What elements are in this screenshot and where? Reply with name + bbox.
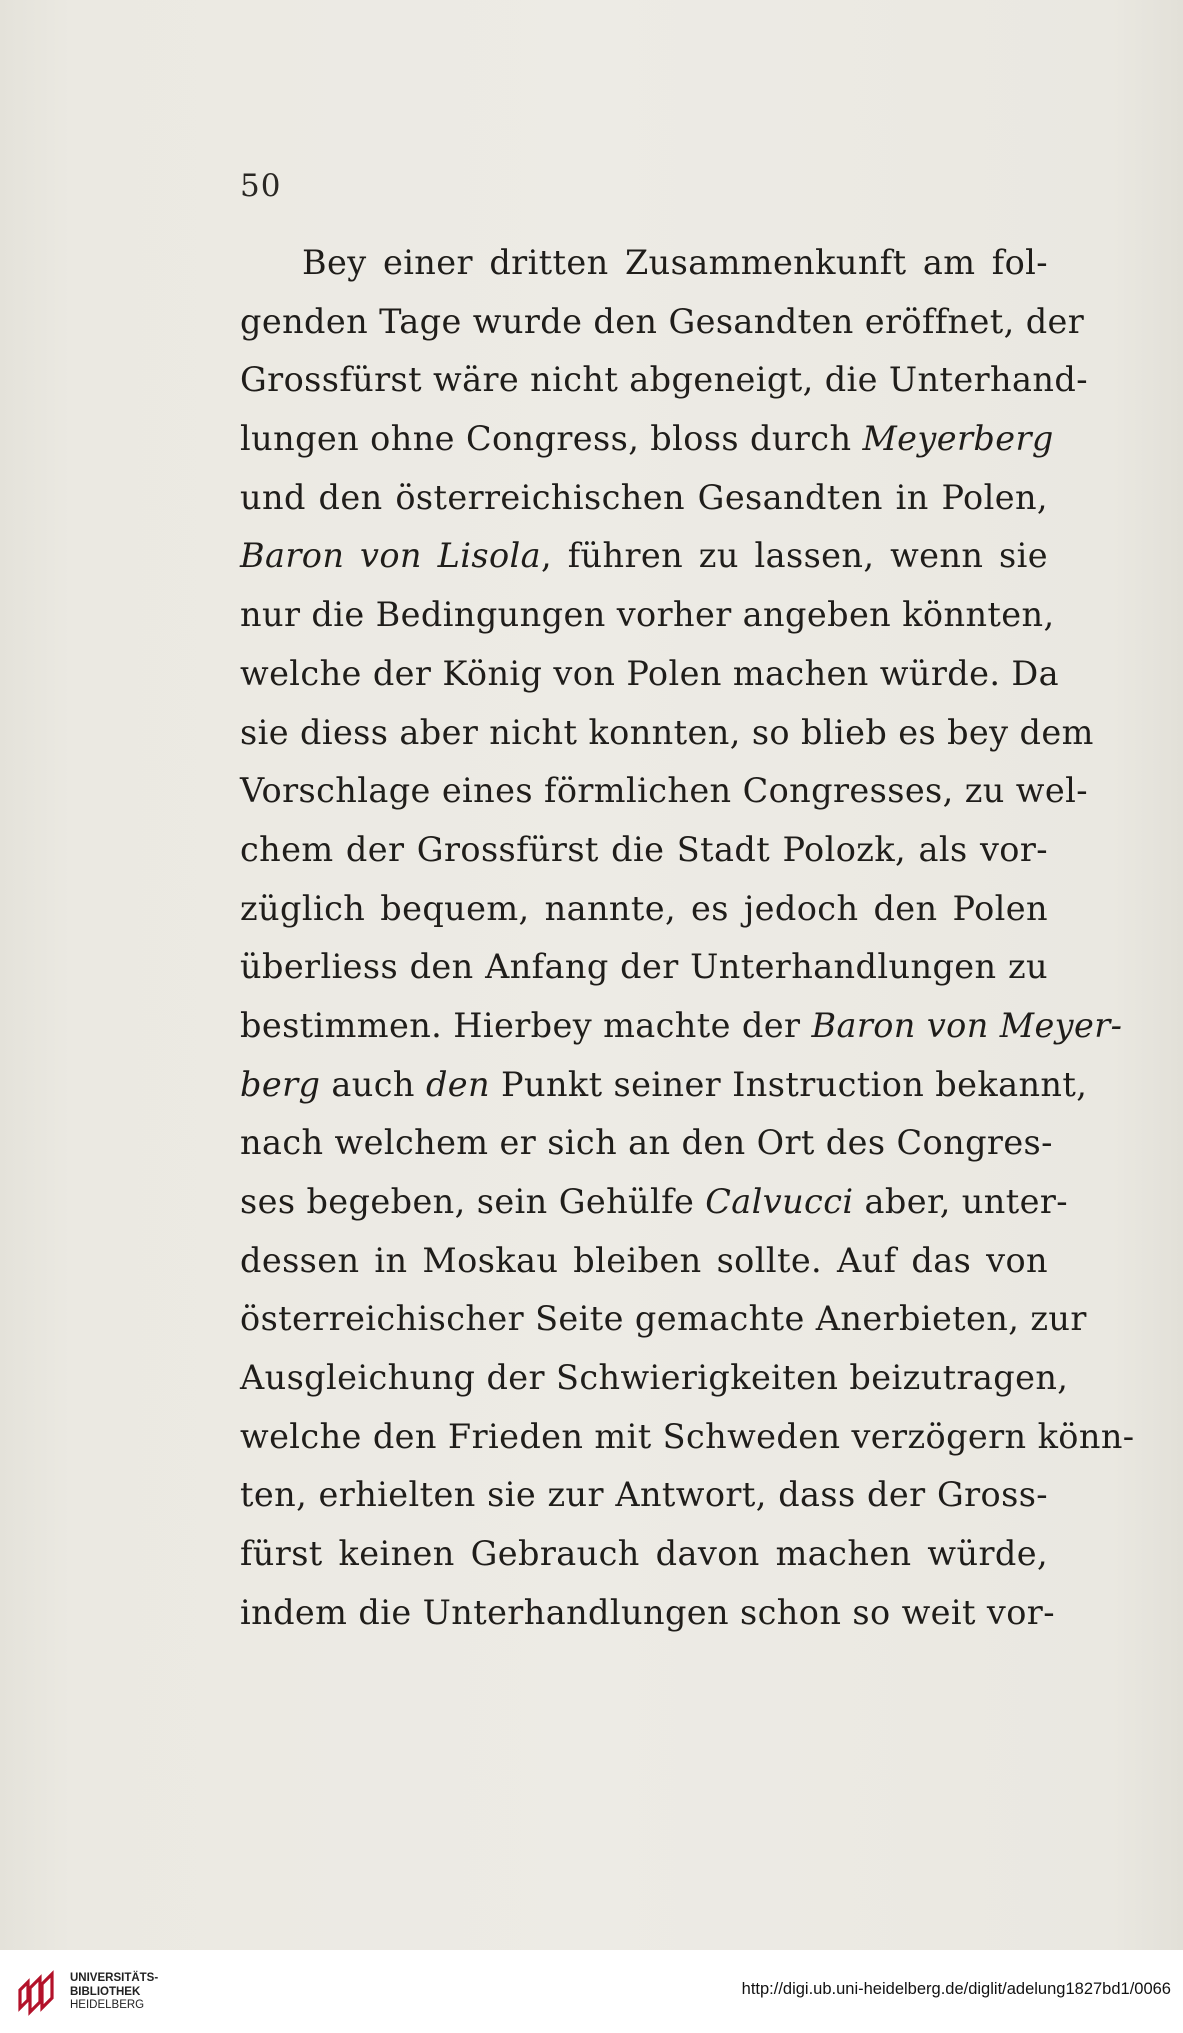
text-segment: , führen zu lassen, wenn sie: [541, 536, 1048, 576]
page-number: 50: [240, 168, 282, 204]
text-line: [240, 1349, 1069, 1408]
text-segment: Grossfürst wäre nicht abgeneigt, die Unterhand-: [240, 360, 1088, 400]
italic-name: berg: [240, 1064, 321, 1104]
text-line: [240, 762, 1088, 821]
text-segment: züglich bequem, nannte, es jedoch den Polen: [240, 888, 1048, 928]
text-segment: welche den Frieden mit Schweden verzögern könn-: [240, 1416, 1135, 1456]
text-line: [240, 1408, 1135, 1467]
text-line: [240, 469, 1048, 528]
library-name-line1: UNIVERSITÄTS-: [70, 1972, 159, 1984]
text-segment: Punkt seiner Instruction bekannt,: [489, 1064, 1088, 1104]
text-line: [240, 1290, 1087, 1349]
text-segment: Vorschlage eines förmlichen Congresses, zu wel-: [240, 771, 1088, 811]
text-segment: auch: [320, 1064, 426, 1104]
text-line: [240, 1056, 1088, 1115]
text-segment: überliess den Anfang der Unterhandlungen zu: [240, 947, 1048, 987]
text-segment: ses begeben, sein Gehülfe: [240, 1182, 706, 1221]
italic-name: Meyerberg: [862, 419, 1054, 459]
source-url-link[interactable]: http://digi.ub.uni-heidelberg.de/diglit/adelung1827bd1/0066: [741, 1980, 1171, 1998]
text-line: [240, 938, 1048, 997]
text-line: [240, 234, 1048, 293]
ub-heidelberg-logo-icon: [14, 1968, 64, 2018]
italic-name: Calvucci: [705, 1182, 854, 1221]
text-line: [240, 351, 1088, 410]
text-segment: aber, unter-: [853, 1182, 1068, 1221]
text-segment: Bey einer dritten Zusammenkunft am fol-: [302, 243, 1048, 282]
text-line: [240, 880, 1048, 939]
text-segment: bestimmen. Hierbey machte der: [240, 1005, 812, 1045]
text-line: [240, 1525, 1048, 1584]
text-segment: lungen ohne Congress, bloss durch: [240, 419, 863, 459]
text-segment: indem die Unterhandlungen schon so weit vor-: [240, 1592, 1055, 1632]
italic-name: Baron von Lisola: [240, 536, 541, 576]
body-text: [240, 234, 1135, 1643]
text-line: [240, 645, 1060, 704]
text-segment: welche der König von Polen machen würde. Da: [240, 653, 1060, 693]
italic-name: Baron von Meyer-: [811, 1005, 1123, 1045]
text-line: [240, 293, 1085, 352]
text-line: [240, 527, 1048, 586]
text-line: [240, 821, 1048, 880]
text-segment: österreichischer Seite gemachte Anerbieten, zur: [240, 1299, 1087, 1339]
text-line: [240, 704, 1094, 763]
text-line: [240, 1114, 1053, 1173]
text-segment: nur die Bedingungen vorher angeben könnten,: [240, 595, 1055, 635]
library-name: [70, 1972, 158, 2013]
text-segment: ten, erhielten sie zur Antwort, dass der Gross-: [240, 1475, 1048, 1515]
text-segment: dessen in Moskau bleiben sollte. Auf das von: [240, 1240, 1048, 1280]
text-line: [240, 997, 1123, 1056]
text-line: [240, 1173, 1068, 1232]
text-segment: fürst keinen Gebrauch davon machen würde,: [240, 1534, 1048, 1574]
footer-bar: [0, 1950, 1183, 2033]
text-line: [240, 1584, 1055, 1643]
library-name-line2: BIBLIOTHEK: [70, 1985, 141, 1998]
text-line: [240, 586, 1055, 645]
text-segment: Ausgleichung der Schwierigkeiten beizutragen,: [240, 1358, 1069, 1398]
text-line: [240, 1466, 1048, 1525]
text-line: [240, 1232, 1048, 1291]
text-segment: und den österreichischen Gesandten in Polen,: [240, 477, 1048, 517]
text-line: [240, 410, 1054, 469]
text-segment: sie diess aber nicht konnten, so blieb es bey dem: [240, 712, 1094, 752]
italic-name: den: [425, 1064, 490, 1104]
text-segment: chem der Grossfürst die Stadt Polozk, als vor-: [240, 829, 1048, 869]
library-name-line3: HEIDELBERG: [70, 1999, 145, 2011]
text-segment: genden Tage wurde den Gesandten eröffnet, der: [240, 301, 1085, 341]
text-segment: nach welchem er sich an den Ort des Congres-: [240, 1123, 1053, 1163]
